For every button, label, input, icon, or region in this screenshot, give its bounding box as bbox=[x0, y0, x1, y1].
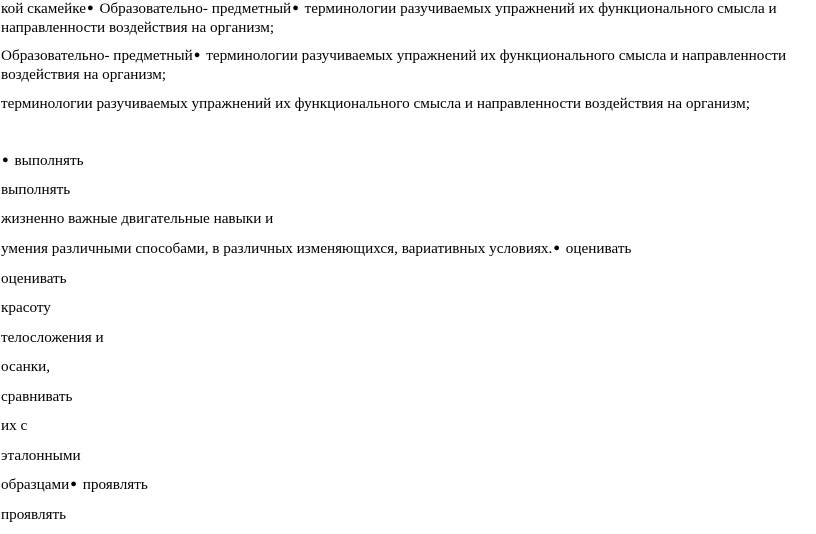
text-line-2 bbox=[1, 19, 274, 37]
text-line-3 bbox=[1, 47, 786, 66]
text-fragment: терминологии разучиваемых упражнений их функционального смысла и направленности воздействия на организм; bbox=[1, 95, 750, 112]
text-line-12 bbox=[1, 329, 104, 347]
text-line-9 bbox=[1, 240, 631, 259]
text-fragment: воздействия на организм; bbox=[1, 66, 167, 83]
text-fragment: выполнять bbox=[10, 152, 84, 169]
text-line-8 bbox=[1, 210, 273, 228]
text-fragment: эталонными bbox=[1, 447, 81, 464]
bullet-icon: ● bbox=[86, 2, 94, 14]
bullet-icon: ● bbox=[70, 478, 77, 490]
text-fragment: образцами bbox=[1, 476, 70, 493]
text-line-4 bbox=[1, 66, 166, 84]
text-line-18 bbox=[1, 506, 66, 524]
text-line-14 bbox=[1, 388, 72, 406]
text-fragment: направленности воздействия на организм; bbox=[1, 19, 275, 36]
text-fragment: красоту bbox=[1, 299, 51, 316]
text-line-11 bbox=[1, 299, 51, 317]
text-fragment: проявлять bbox=[78, 476, 148, 493]
text-fragment: кой скамейке bbox=[1, 0, 86, 17]
text-fragment: Образовательно- предметный bbox=[95, 0, 292, 17]
bullet-icon: ● bbox=[553, 242, 560, 254]
text-line-1 bbox=[1, 0, 777, 19]
text-line-10 bbox=[1, 270, 67, 288]
text-fragment: оценивать bbox=[561, 240, 632, 257]
text-fragment: терминологии разучиваемых упражнений их функционального смысла и bbox=[300, 0, 777, 17]
bullet-icon: ● bbox=[292, 2, 299, 14]
text-fragment: оценивать bbox=[1, 270, 67, 287]
text-fragment: телосложения и bbox=[1, 329, 104, 346]
text-line-6 bbox=[1, 152, 84, 171]
text-line-16 bbox=[1, 447, 81, 465]
text-line-17 bbox=[1, 476, 148, 495]
text-line-5 bbox=[1, 95, 750, 113]
text-fragment: выполнять bbox=[1, 181, 71, 198]
text-fragment: осанки, bbox=[1, 358, 51, 375]
text-line-13 bbox=[1, 358, 50, 376]
text-fragment: проявлять bbox=[1, 506, 67, 523]
text-fragment: сравнивать bbox=[1, 388, 73, 405]
text-fragment: их с bbox=[1, 417, 28, 434]
text-fragment: Образовательно- предметный bbox=[1, 47, 193, 64]
text-line-7 bbox=[1, 181, 70, 199]
text-fragment: терминологии разучиваемых упражнений их функционального смысла и направленности bbox=[202, 47, 787, 64]
bullet-icon: ● bbox=[2, 154, 9, 166]
text-fragment: умения различными способами, в различных изменяющихся, вариативных условиях. bbox=[1, 240, 553, 257]
text-fragment: жизненно важные двигательные навыки и bbox=[1, 210, 274, 227]
text-line-15 bbox=[1, 417, 27, 435]
bullet-icon: ● bbox=[193, 49, 201, 61]
